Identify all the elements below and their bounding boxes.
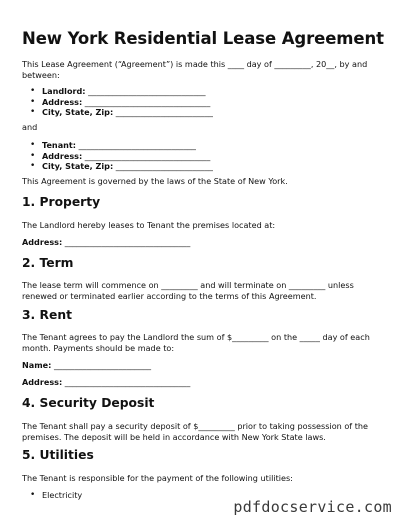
rent-address-line [22,377,190,388]
property-address-label: Address: [22,237,63,247]
tenant-address-label: Address: [42,150,83,161]
section-deposit-heading: 4. Security Deposit [22,396,155,410]
tenant-address-item [28,151,213,162]
tenant-item [28,140,213,151]
section-rent-heading: 3. Rent [22,308,72,322]
intro-paragraph: This Lease Agreement (“Agreement”) is made this ____ day of _________, 20__, by and between: [22,59,368,80]
tenant-label: Tenant: [42,140,77,150]
landlord-city-blank: ________________________ [115,107,213,117]
rent-name-label: Name: [22,360,52,370]
rent-address-blank: _______________________________ [62,377,191,387]
property-address-line [22,237,190,248]
landlord-address-label: Address: [42,96,83,107]
rent-name-line [22,360,151,371]
property-paragraph: The Landlord hereby leases to Tenant the premises located at: [22,220,276,230]
utility-item: • Electricity [28,490,82,501]
section-property-heading: 1. Property [22,195,101,209]
landlord-city-item [28,107,213,118]
term-paragraph: The lease term will commence on _________ and will terminate on _________ unless renewed or terminated earlier according to the terms of this Agreement. [22,280,354,301]
landlord-item [28,86,213,97]
tenant-city-label: City, State, Zip: [42,161,114,171]
section-term-heading: 2. Term [22,256,74,270]
deposit-paragraph: The Tenant shall pay a security deposit of $_________ prior to taking possession of the premises. The deposit will be held in accordance with New York State laws. [22,421,369,442]
landlord-label: Landlord: [42,86,86,96]
landlord-address-item [28,97,213,108]
property-address-blank: _______________________________ [62,237,191,247]
watermark-text: pdfdocservice.com [233,498,392,516]
landlord-city-label: City, State, Zip: [42,107,114,117]
rent-name-blank: ________________________ [51,360,152,370]
document-title: New York Residential Lease Agreement [22,29,384,48]
utilities-paragraph: The Tenant is responsible for the payment of the following utilities: [22,473,293,483]
tenant-address-blank: _______________________________ [84,150,211,161]
governing-law-paragraph: This Agreement is governed by the laws of the State of New York. [22,176,288,186]
section-utilities-heading: 5. Utilities [22,448,94,462]
and-text: and [22,122,38,132]
landlord-blank: _____________________________ [88,86,206,96]
utilities-list [28,490,82,501]
tenant-city-item [28,161,213,172]
tenant-blank: _____________________________ [78,140,196,150]
landlord-address-blank: _______________________________ [84,96,211,107]
landlord-details-list [28,86,213,118]
tenant-city-blank: ________________________ [115,161,213,171]
tenant-details-list [28,140,213,172]
rent-address-label: Address: [22,377,63,387]
rent-paragraph: The Tenant agrees to pay the Landlord the sum of $_________ on the _____ day of each month. Payments should be made to: [22,332,370,353]
